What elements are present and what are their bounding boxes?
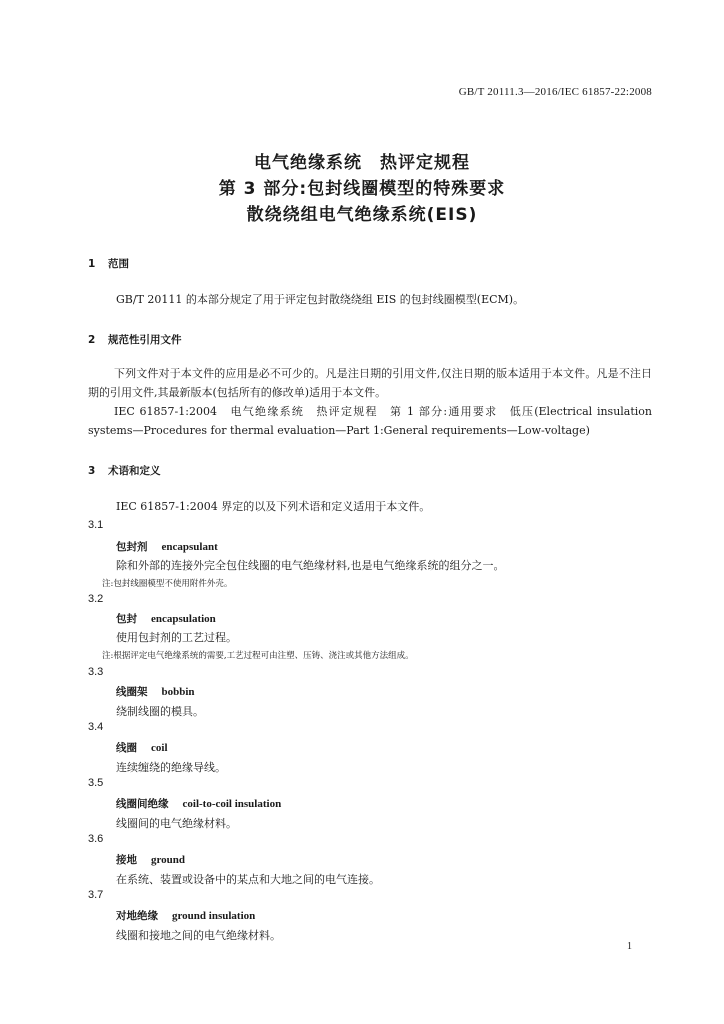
section-number: 1	[88, 258, 96, 270]
section-title: 术语和定义	[108, 465, 161, 477]
normative-reference: IEC 61857-1:2004 电气绝缘系统 热评定规程 第 1 部分:通用要求 低压(Electrical insulation systems—Procedures for thermal evaluation—Part 1:General requirements—Low-voltage)	[88, 405, 652, 437]
section-1-body: GB/T 20111 的本部分规定了用于评定包封散绕绕组 EIS 的包封线圈模型(ECM)。	[116, 293, 525, 306]
term-number: 3.6	[88, 833, 104, 845]
term-number: 3.1	[88, 519, 104, 531]
term-definition: 使用包封剂的工艺过程。	[116, 631, 237, 644]
section-3-heading	[88, 463, 161, 478]
term-heading	[116, 852, 185, 867]
term-zh: 接地	[116, 854, 137, 866]
term-heading	[116, 684, 195, 699]
section-2-body: 下列文件对于本文件的应用是必不可少的。凡是注日期的引用文件,仅注日期的版本适用于本文件。凡是不注日期的引用文件,其最新版本(包括所有的修改单)适用于本文件。	[88, 367, 652, 399]
term-definition: 线圈和接地之间的电气绝缘材料。	[116, 929, 281, 942]
term-en: ground	[151, 854, 186, 866]
term-definition: 除和外部的连接外完全包住线圈的电气绝缘材料,也是电气绝缘系统的组分之一。	[116, 559, 505, 572]
section-3-intro: IEC 61857-1:2004 界定的以及下列术语和定义适用于本文件。	[116, 500, 431, 513]
section-title: 范围	[108, 258, 129, 270]
term-number: 3.2	[88, 593, 104, 605]
term-zh: 线圈架	[116, 686, 148, 698]
section-title: 规范性引用文件	[108, 334, 182, 346]
title-line-3: 散绕绕组电气绝缘系统(EIS)	[246, 205, 478, 225]
term-definition: 绕制线圈的模具。	[116, 705, 204, 718]
term-heading	[116, 740, 168, 755]
section-1-heading	[88, 256, 129, 271]
term-number: 3.7	[88, 889, 104, 901]
standard-code: GB/T 20111.3—2016/IEC 61857-22:2008	[458, 86, 652, 98]
term-en: coil-to-coil insulation	[182, 798, 282, 810]
section-number: 3	[88, 465, 96, 477]
term-note: 注:根据评定电气绝缘系统的需要,工艺过程可由注塑、压铸、浇注或其他方法组成。	[102, 651, 414, 661]
term-en: encapsulation	[151, 613, 216, 625]
term-zh: 线圈	[116, 742, 137, 754]
term-definition: 在系统、装置或设备中的某点和大地之间的电气连接。	[116, 873, 380, 886]
term-heading	[116, 611, 216, 626]
term-number: 3.5	[88, 777, 104, 789]
term-zh: 对地绝缘	[116, 910, 158, 922]
term-zh: 线圈间绝缘	[116, 798, 169, 810]
section-number: 2	[88, 334, 96, 346]
title-line-1: 电气绝缘系统 热评定规程	[254, 153, 470, 173]
term-number: 3.4	[88, 721, 104, 733]
page-number: 1	[627, 941, 632, 952]
term-en: ground insulation	[172, 910, 256, 922]
term-en: encapsulant	[161, 541, 218, 553]
term-definition: 连续缠绕的绝缘导线。	[116, 761, 226, 774]
term-en: coil	[151, 742, 168, 754]
term-zh: 包封	[116, 613, 137, 625]
term-note: 注:包封线圈模型不使用附件外壳。	[102, 579, 233, 589]
title-line-2: 第 3 部分:包封线圈模型的特殊要求	[218, 179, 506, 199]
term-zh: 包封剂	[116, 541, 148, 553]
term-definition: 线圈间的电气绝缘材料。	[116, 817, 237, 830]
term-heading	[116, 908, 255, 923]
term-en: bobbin	[161, 686, 195, 698]
term-number: 3.3	[88, 666, 104, 678]
term-heading	[116, 796, 281, 811]
term-heading	[116, 539, 218, 554]
section-2-heading	[88, 332, 182, 347]
